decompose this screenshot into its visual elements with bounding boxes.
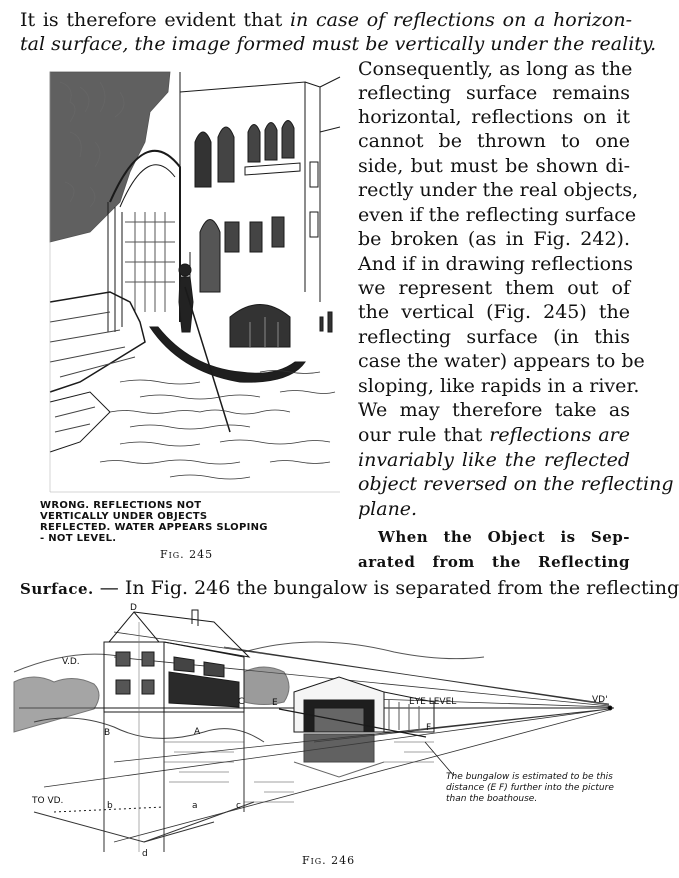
figure-label: Fig. 245 <box>160 548 214 561</box>
eye-level-label: EYE LEVEL <box>409 697 457 707</box>
dash: — <box>93 577 125 599</box>
column-line: side, but must be shown di- <box>358 155 630 177</box>
section-heading: Surface. <box>20 580 94 598</box>
label-b-lower: b <box>107 801 113 811</box>
italic-run: plane. <box>358 498 418 520</box>
column-line: case the water) appears to be <box>358 350 645 372</box>
gondola-illustration <box>50 72 340 492</box>
column-line: we represent them out of <box>358 277 630 299</box>
column-line: We may therefore take as <box>358 399 630 421</box>
column-line: sloping, like rapids in a river. <box>358 375 640 397</box>
label-vd1: V.D. <box>62 657 80 667</box>
bungalow-reflection-diagram <box>14 603 634 862</box>
label-e: E <box>272 698 278 708</box>
text-run: our rule that <box>358 424 490 446</box>
text-line <box>20 32 657 56</box>
text-run: In Fig. 246 the bungalow is separated from the reflecting <box>124 577 679 599</box>
label-b: B <box>104 728 111 738</box>
section-heading: arated from the Reflecting <box>358 553 630 571</box>
column-line <box>358 423 630 447</box>
section-heading: When the Object is Sep- <box>378 528 630 546</box>
italic-run: tal surface, the image formed must be vertically under the reality. <box>20 33 657 55</box>
figure-annotation: The bungalow is estimated to be this distance (E F) further into the picture than the boathouse. <box>446 772 614 804</box>
label-vd2: VD' <box>592 695 608 705</box>
column-line: And if in drawing reflections <box>358 253 634 275</box>
italic-run: invariably like the reflected <box>358 449 630 471</box>
label-f: F <box>426 723 432 733</box>
label-a: A <box>194 727 201 737</box>
column-line <box>358 497 630 521</box>
column-line: Consequently, as long as the <box>358 58 633 80</box>
column-line <box>358 448 630 472</box>
label-c-lower: c <box>236 801 241 811</box>
label-a-lower: a <box>192 801 198 811</box>
text-line <box>20 8 632 32</box>
italic-run: object reversed on the reflecting <box>358 473 674 495</box>
column-line: be broken (as in Fig. 242). <box>358 228 630 250</box>
label-d-lower: d <box>142 849 148 859</box>
column-line: reflecting surface (in this <box>358 326 630 348</box>
italic-run: in case of reflections on a horizon- <box>289 9 633 31</box>
label-c: C <box>238 697 245 707</box>
column-line: reflecting surface remains <box>358 82 630 104</box>
text-run: It is therefore evident that <box>20 9 290 31</box>
column-line: horizontal, reflections on it <box>358 106 630 128</box>
column-line <box>358 472 674 496</box>
label-vd3: TO VD. <box>32 796 64 806</box>
text-line <box>20 576 679 601</box>
column-line: rectly under the real objects, <box>358 179 639 201</box>
figure-caption-wrong: WRONG. REFLECTIONS NOT VERTICALLY UNDER OBJECTS REFLECTED. WATER APPEARS SLOPING - NOT LEVEL. <box>40 500 268 544</box>
italic-run: reflections are <box>489 424 630 446</box>
column-line: cannot be thrown to one <box>358 130 630 152</box>
label-d: D <box>130 603 137 613</box>
column-line: the vertical (Fig. 245) the <box>358 301 630 323</box>
column-line: even if the reflecting surface <box>358 204 637 226</box>
figure-label: Fig. 246 <box>302 854 356 867</box>
